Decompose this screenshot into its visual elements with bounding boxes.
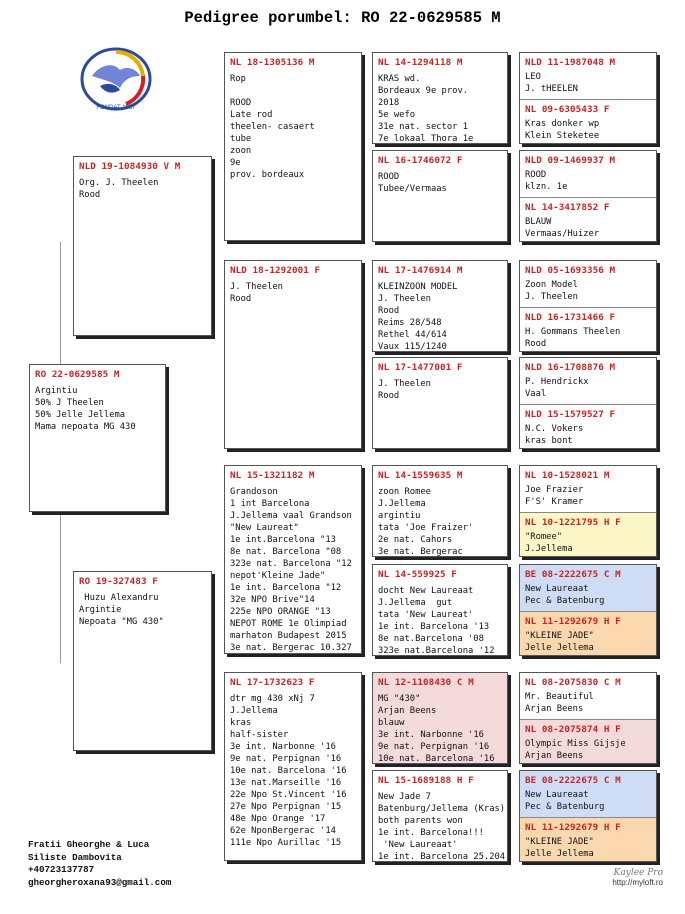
details: New Laureaat Pec & Batenburg — [525, 584, 605, 606]
details: Kras donker wp Klein Steketee — [525, 119, 600, 141]
ring-number: NL 08-2075874 H F — [525, 724, 621, 735]
g3-card[interactable] — [372, 150, 508, 242]
ring-number: NL 11-1292679 H F — [525, 616, 621, 627]
details: Grandoson 1 int Barcelona J.Jellema vaal Grandson "New Laureat" 1e int.Barcelona "13 8e nat. Barcelona "08 323e nat. Barcelona "12 nepot'Kleine Jade" 1e int. Barcelona "12 32e NPO Brive"14 225e NPO ORANGE "13 NEPOT ROME 1e Olimpiad marhaton Budapest 2015 3e nat. Bergerac 10.327 — [230, 487, 352, 653]
details: Zoon Model J. Theelen — [525, 280, 578, 302]
ring-number: BE 08-2222675 C M — [525, 569, 621, 580]
ring-number: NL 14-1294118 M — [378, 57, 463, 68]
g3-card[interactable] — [372, 260, 508, 352]
details: BLAUW Vermaas/Huizer — [525, 217, 600, 239]
details: J. Theelen Rood — [378, 379, 431, 401]
details: Rop ROOD Late rod theelen- casaert tube zoon 9e prov. bordeaux — [230, 74, 315, 180]
details: dtr mg 430 xNj 7 J.Jellema kras half-sister 3e int. Narbonne '16 9e nat. Perpignan '16 10e nat. Barcelona '16 13e nat.Marseille '16 22e Npo St.Vincent '16 27e Npo Perpignan '15 48e Npo Orange '17 62e NponBergerac '14 111e Npo Aurillac '15 — [230, 694, 347, 848]
ring-number: NL 08-2075830 C M — [525, 677, 621, 688]
ring-number: NLD 15-1579527 F — [525, 409, 616, 420]
breeder-contact: Fratii Gheorghe & Luca Siliste Dambovita +40723137787 gheorgheroxana93@gmail.com — [28, 839, 172, 888]
g3-card[interactable] — [372, 52, 508, 144]
details: zoon Romee J.Jellema argintiu tata 'Joe Fraizer' 2e nat. Cahors 3e nat. Bergerac — [378, 487, 474, 557]
ring-number: NL 15-1321182 M — [230, 470, 315, 481]
credit — [612, 868, 663, 887]
g3-card[interactable] — [372, 564, 508, 656]
ring-number: NL 10-1528021 M — [525, 470, 610, 481]
details: docht New Laureaat J.Jellema gut tata 'New Laureat' 1e int. Barcelona '13 8e nat.Barcelona '08 323e nat.Barcelona '12 — [378, 586, 495, 656]
ring-number: NL 14-3417852 F — [525, 202, 610, 213]
grandsire-maternal-card[interactable] — [224, 465, 362, 654]
credit-url[interactable]: http://myloft.ro — [612, 878, 663, 887]
g4-pair — [519, 465, 657, 557]
g4-dam[interactable] — [520, 719, 656, 764]
g4-pair — [519, 52, 657, 144]
federation-logo — [70, 46, 162, 112]
g3-card[interactable] — [372, 357, 508, 449]
details: J. Theelen Rood — [230, 282, 283, 304]
ring-number: NL 14-1559635 M — [378, 470, 463, 481]
details: LEO J. tHEELEN — [525, 72, 578, 94]
details: Huzu Alexandru Argintie Nepoata "MG 430" — [79, 593, 164, 627]
details: Mr. Beautiful Arjan Beens — [525, 692, 594, 714]
details: Joe Frazier F'S' Kramer — [525, 485, 584, 507]
g3-card[interactable] — [372, 770, 508, 862]
ring-number: NL 17-1477001 F — [378, 362, 463, 373]
g4-pair — [519, 260, 657, 352]
details: H. Gommans Theelen Rood — [525, 327, 621, 349]
dam-card[interactable] — [73, 571, 212, 751]
details: ROOD Tubee/Vermaas — [378, 172, 447, 194]
ring-number: BE 08-2222675 C M — [525, 775, 621, 786]
ring-number: NLD 16-1731466 F — [525, 312, 616, 323]
details: New Laureaat Pec & Batenburg — [525, 790, 605, 812]
grandsire-paternal-card[interactable] — [224, 52, 362, 241]
g4-pair — [519, 672, 657, 764]
ring-number: NL 11-1292679 H F — [525, 822, 621, 833]
g4-sire[interactable] — [520, 151, 656, 197]
details: N.C. Vokers kras bont — [525, 424, 584, 446]
g4-sire[interactable] — [520, 673, 656, 719]
details: ROOD klzn. 1e — [525, 170, 568, 192]
page-title: Pedigree porumbel: RO 22-0629585 M — [184, 9, 501, 27]
g3-card[interactable] — [372, 672, 508, 764]
details: P. Hendrickx Vaal — [525, 377, 589, 399]
granddam-maternal-card[interactable] — [224, 672, 362, 861]
g4-pair — [519, 770, 657, 862]
ring-number: NL 17-1476914 M — [378, 265, 463, 276]
g4-sire[interactable] — [520, 53, 656, 99]
subject-card[interactable] — [29, 364, 166, 512]
ring-number: NLD 09-1469937 M — [525, 155, 616, 166]
ring-number: NL 12-1108430 C M — [378, 677, 474, 688]
details: KRAS wd. Bordeaux 9e prov. 2018 5e wefo 31e nat. sector 1 7e lokaal Thora 1e — [378, 74, 474, 144]
ring-number: NL 15-1689188 H F — [378, 775, 474, 786]
details: Olympic Miss Gijsje Arjan Beens — [525, 739, 626, 761]
g4-pair — [519, 150, 657, 242]
ring-number: RO 19-327483 F — [79, 576, 158, 587]
ring-number: NL 16-1746072 F — [378, 155, 463, 166]
details: New Jade 7 Batenburg/Jellema (Kras) both parents won 1e int. Barcelona!!! 'New Laureaat' 1e int. Barcelona 25.204 — [378, 792, 506, 862]
g4-dam[interactable] — [520, 512, 656, 557]
g4-dam[interactable] — [520, 817, 656, 862]
details: "KLEINE JADE" Jelle Jellema — [525, 837, 594, 859]
ring-number: RO 22-0629585 M — [35, 369, 120, 380]
ring-number: NL 09-6305433 F — [525, 104, 610, 115]
g4-sire[interactable] — [520, 771, 656, 817]
details: "KLEINE JADE" Jelle Jellema — [525, 631, 594, 653]
g4-sire[interactable] — [520, 466, 656, 512]
g4-dam[interactable] — [520, 99, 656, 144]
g4-dam[interactable] — [520, 197, 656, 242]
details: MG "430" Arjan Beens blauw 3e int. Narbonne '16 9e nat. Perpignan '16 10e nat. Barcelona '16 — [378, 694, 495, 764]
ring-number: NLD 05-1693356 M — [525, 265, 616, 276]
g4-sire[interactable] — [520, 565, 656, 611]
g4-dam[interactable] — [520, 611, 656, 656]
g4-pair — [519, 564, 657, 656]
ring-number: NL 17-1732623 F — [230, 677, 315, 688]
ring-number: NL 14-559925 F — [378, 569, 457, 580]
g4-dam[interactable] — [520, 307, 656, 352]
details: "Romee" J.Jellema — [525, 532, 573, 554]
granddam-paternal-card[interactable] — [224, 260, 362, 449]
ring-number: NL 10-1221795 H F — [525, 517, 621, 528]
svg-text:FONDAT 1937: FONDAT 1937 — [96, 105, 136, 111]
details: Org. J. Theelen Rood — [79, 178, 159, 200]
ring-number: NLD 11-1987048 M — [525, 57, 616, 68]
details: KLEINZOON MODEL J. Theelen Rood Reims 28/548 Rethel 44/614 Vaux 115/1240 — [378, 282, 458, 352]
g3-card[interactable] — [372, 465, 508, 557]
sire-card[interactable] — [73, 156, 212, 336]
ring-number: NL 18-1305136 M — [230, 57, 315, 68]
g4-pair — [519, 357, 657, 449]
ring-number: NLD 19-1084930 V M — [79, 161, 181, 172]
ring-number: NLD 16-1708876 M — [525, 362, 616, 373]
g4-sire[interactable] — [520, 261, 656, 307]
ring-number: NLD 18-1292001 F — [230, 265, 321, 276]
details: Argintiu 50% J Theelen 50% Jelle Jellema Mama nepoata MG 430 — [35, 386, 136, 432]
g4-dam[interactable] — [520, 404, 656, 449]
signature: Kaylee Pro — [613, 868, 663, 878]
g4-sire[interactable] — [520, 358, 656, 404]
